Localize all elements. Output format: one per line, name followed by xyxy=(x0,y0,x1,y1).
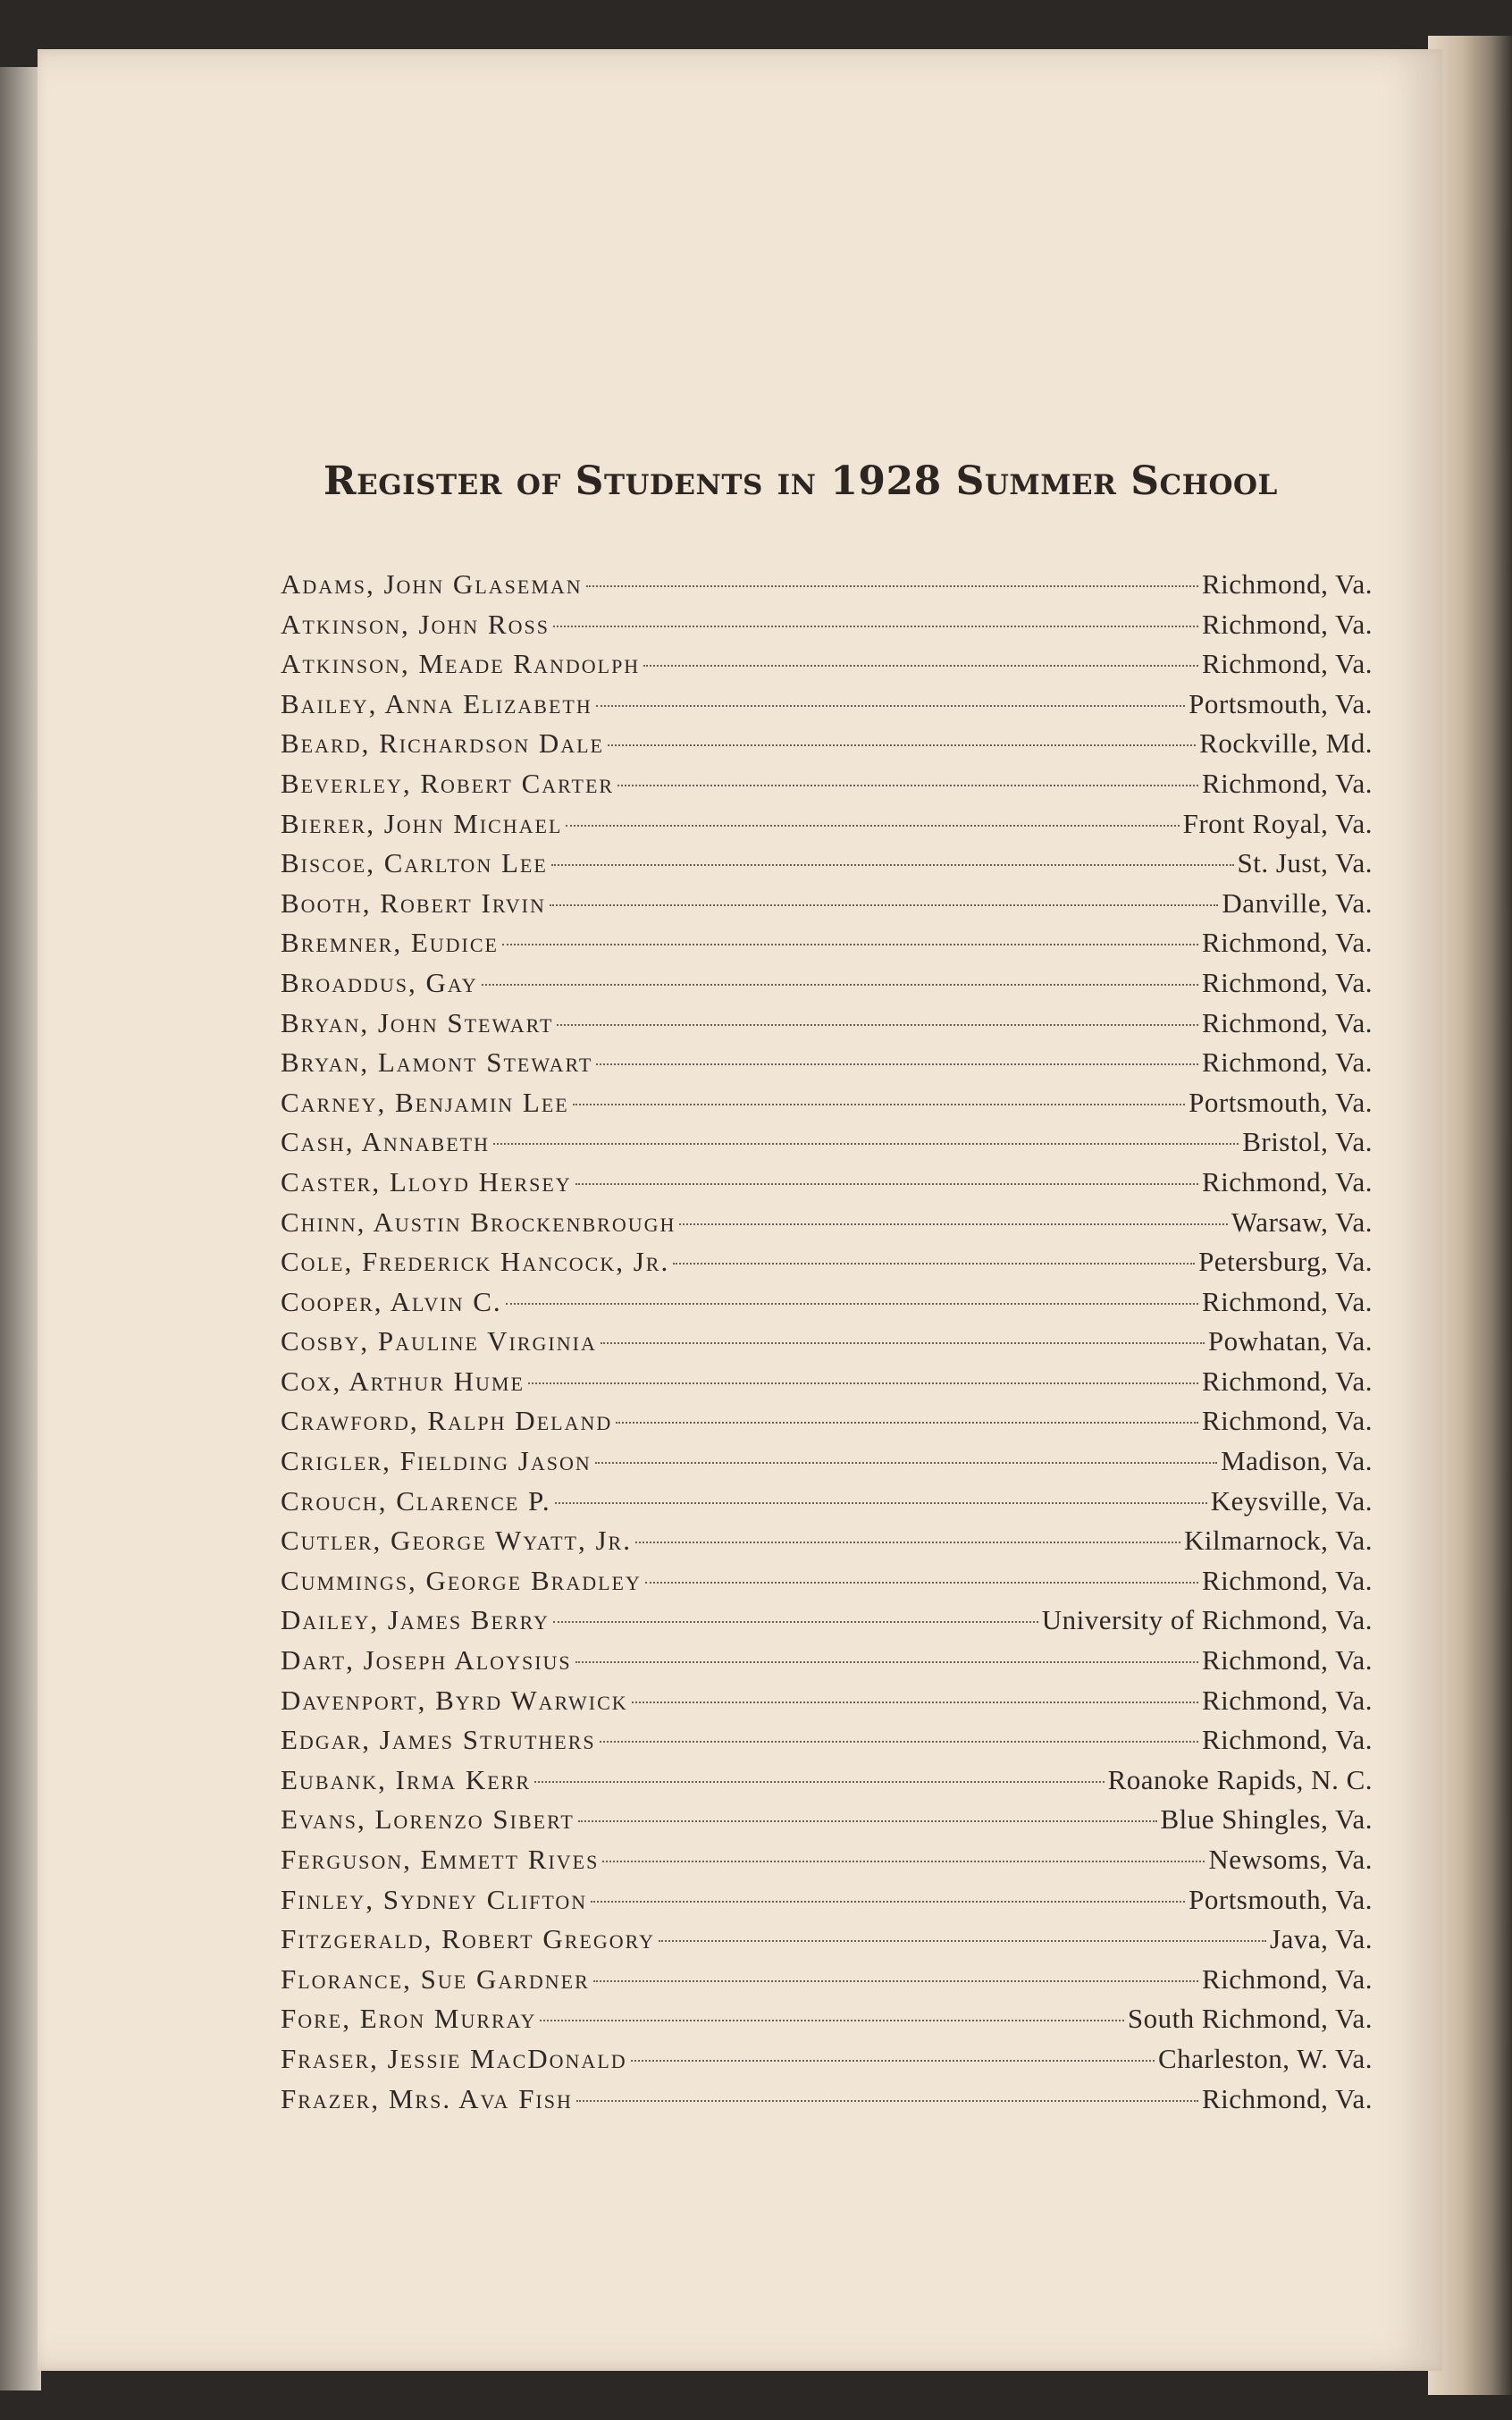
student-hometown: Front Royal, Va. xyxy=(1182,807,1373,839)
student-name: Evans, Lorenzo Sibert xyxy=(281,1803,575,1836)
student-hometown: Richmond, Va. xyxy=(1201,1285,1373,1317)
dot-leader xyxy=(528,1382,1198,1384)
student-name: Eubank, Irma Kerr xyxy=(281,1763,532,1795)
student-entry xyxy=(281,2083,1373,2123)
student-hometown: Richmond, Va. xyxy=(1201,927,1373,959)
dot-leader xyxy=(645,1582,1198,1584)
student-name: Atkinson, John Ross xyxy=(281,608,550,640)
student-name: Cash, Annabeth xyxy=(281,1126,490,1158)
student-entry xyxy=(281,1685,1373,1725)
student-entry xyxy=(281,1724,1373,1764)
dot-leader xyxy=(673,1263,1195,1265)
student-entry xyxy=(281,1365,1373,1406)
student-name: Adams, John Glaseman xyxy=(281,568,583,600)
dot-leader xyxy=(534,1781,1105,1783)
student-entry xyxy=(281,927,1373,967)
student-entry xyxy=(281,1923,1373,1963)
dot-leader xyxy=(482,984,1198,986)
student-hometown: Richmond, Va. xyxy=(1201,1962,1373,1995)
dot-leader xyxy=(578,1820,1157,1822)
student-name: Carney, Benjamin Lee xyxy=(281,1086,569,1118)
student-name: Bailey, Anna Elizabeth xyxy=(281,687,592,719)
student-entry xyxy=(281,1803,1373,1844)
student-hometown: Kilmarnock, Va. xyxy=(1184,1525,1373,1557)
student-hometown: South Richmond, Va. xyxy=(1127,2003,1373,2035)
student-name: Crouch, Clarence P. xyxy=(281,1484,551,1517)
student-hometown: Richmond, Va. xyxy=(1201,2082,1373,2114)
student-hometown: Richmond, Va. xyxy=(1201,648,1373,680)
student-name: Cox, Arthur Hume xyxy=(281,1365,525,1397)
student-entry xyxy=(281,1764,1373,1804)
student-name: Dailey, James Berry xyxy=(281,1604,550,1636)
student-hometown: University of Richmond, Va. xyxy=(1041,1604,1373,1636)
student-entry xyxy=(281,727,1373,768)
student-entry xyxy=(281,1565,1373,1605)
dot-leader xyxy=(596,705,1185,707)
student-hometown: Java, Va. xyxy=(1270,1923,1373,1955)
student-entry xyxy=(281,1884,1373,1924)
dot-leader xyxy=(540,2020,1123,2021)
student-hometown: Portsmouth, Va. xyxy=(1189,1086,1373,1118)
dot-leader xyxy=(573,1104,1185,1105)
dot-leader xyxy=(575,1183,1198,1185)
student-name: Cole, Frederick Hancock, Jr. xyxy=(281,1246,670,1278)
student-name: Crigler, Fielding Jason xyxy=(281,1445,592,1477)
student-entry xyxy=(281,967,1373,1007)
student-hometown: Petersburg, Va. xyxy=(1198,1246,1373,1278)
student-hometown: Newsoms, Va. xyxy=(1208,1844,1373,1875)
dot-leader xyxy=(555,1502,1207,1504)
dot-leader xyxy=(551,864,1234,866)
student-hometown: Richmond, Va. xyxy=(1201,1405,1373,1437)
student-entry xyxy=(281,1485,1373,1525)
student-name: Bryan, Lamont Stewart xyxy=(281,1046,593,1079)
student-entry xyxy=(281,648,1373,688)
student-name: Fitzgerald, Robert Gregory xyxy=(281,1923,655,1955)
book-page xyxy=(38,49,1442,2371)
student-entry xyxy=(281,1087,1373,1127)
dot-leader xyxy=(632,1702,1198,1703)
student-entry xyxy=(281,609,1373,649)
student-name: Dart, Joseph Aloysius xyxy=(281,1644,572,1676)
student-entry xyxy=(281,1325,1373,1365)
student-hometown: Richmond, Va. xyxy=(1201,608,1373,640)
dot-leader xyxy=(557,1024,1197,1026)
dot-leader xyxy=(586,585,1198,587)
dot-leader xyxy=(617,785,1198,786)
student-entry xyxy=(281,2003,1373,2043)
student-hometown: Warsaw, Va. xyxy=(1231,1206,1373,1238)
dot-leader xyxy=(576,2100,1198,2102)
student-name: Finley, Sydney Clifton xyxy=(281,1883,588,1915)
dot-leader xyxy=(553,626,1198,627)
student-hometown: Richmond, Va. xyxy=(1201,568,1373,600)
student-name: Edgar, James Struthers xyxy=(281,1724,596,1756)
student-hometown: Danville, Va. xyxy=(1222,886,1373,919)
student-register-list xyxy=(281,568,1373,2122)
student-entry xyxy=(281,1007,1373,1047)
dot-leader xyxy=(591,1901,1185,1903)
student-hometown: Charleston, W. Va. xyxy=(1157,2042,1373,2074)
dot-leader xyxy=(643,665,1198,667)
student-entry xyxy=(281,1405,1373,1445)
student-entry xyxy=(281,688,1373,728)
student-entry xyxy=(281,1046,1373,1087)
student-name: Beard, Richardson Dale xyxy=(281,727,604,760)
dot-leader xyxy=(679,1223,1228,1225)
student-entry xyxy=(281,1963,1373,2004)
student-hometown: Richmond, Va. xyxy=(1201,966,1373,998)
student-entry xyxy=(281,887,1373,928)
student-hometown: Richmond, Va. xyxy=(1201,1644,1373,1676)
student-name: Frazer, Mrs. Ava Fish xyxy=(281,2082,573,2114)
student-name: Fore, Eron Murray xyxy=(281,2003,537,2035)
student-entry xyxy=(281,1206,1373,1247)
dot-leader xyxy=(601,1342,1205,1344)
student-name: Beverley, Robert Carter xyxy=(281,767,615,799)
student-entry xyxy=(281,1126,1373,1166)
student-hometown: Richmond, Va. xyxy=(1201,1365,1373,1397)
student-name: Cutler, George Wyatt, Jr. xyxy=(281,1525,632,1557)
student-name: Atkinson, Meade Randolph xyxy=(281,648,641,680)
student-name: Cooper, Alvin C. xyxy=(281,1285,502,1317)
student-entry xyxy=(281,1604,1373,1644)
student-entry xyxy=(281,2043,1373,2083)
student-hometown: Richmond, Va. xyxy=(1201,1046,1373,1079)
student-entry xyxy=(281,768,1373,808)
student-entry xyxy=(281,847,1373,887)
student-hometown: Richmond, Va. xyxy=(1201,767,1373,799)
dot-leader xyxy=(602,1861,1205,1862)
student-name: Biscoe, Carlton Lee xyxy=(281,847,548,879)
dot-leader xyxy=(593,1980,1198,1982)
dot-leader xyxy=(493,1143,1239,1145)
dot-leader xyxy=(600,1741,1198,1743)
dot-leader xyxy=(596,1063,1198,1065)
dot-leader xyxy=(616,1422,1198,1424)
dot-leader xyxy=(550,904,1219,906)
student-entry xyxy=(281,1525,1373,1565)
student-hometown: Richmond, Va. xyxy=(1201,1724,1373,1756)
student-hometown: Roanoke Rapids, N. C. xyxy=(1107,1763,1373,1795)
previous-page-edge xyxy=(0,67,41,2391)
student-name: Cummings, George Bradley xyxy=(281,1564,642,1596)
student-entry xyxy=(281,568,1373,609)
dot-leader xyxy=(608,744,1196,746)
student-hometown: Portsmouth, Va. xyxy=(1189,1883,1373,1915)
dot-leader xyxy=(502,944,1198,945)
student-entry xyxy=(281,808,1373,848)
student-name: Davenport, Byrd Warwick xyxy=(281,1684,628,1716)
student-hometown: Richmond, Va. xyxy=(1201,1564,1373,1596)
student-hometown: Richmond, Va. xyxy=(1201,1684,1373,1716)
student-entry xyxy=(281,1246,1373,1286)
dot-leader xyxy=(566,825,1179,827)
student-name: Booth, Robert Irvin xyxy=(281,886,546,919)
student-name: Crawford, Ralph Deland xyxy=(281,1405,613,1437)
student-hometown: Richmond, Va. xyxy=(1201,1006,1373,1038)
student-name: Broaddus, Gay xyxy=(281,966,478,998)
dot-leader xyxy=(506,1303,1198,1305)
student-entry xyxy=(281,1844,1373,1884)
student-hometown: Madison, Va. xyxy=(1221,1445,1373,1477)
dot-leader xyxy=(659,1940,1266,1942)
student-entry xyxy=(281,1644,1373,1685)
dot-leader xyxy=(595,1462,1217,1464)
student-hometown: Portsmouth, Va. xyxy=(1189,687,1373,719)
student-hometown: Richmond, Va. xyxy=(1201,1165,1373,1197)
student-name: Ferguson, Emmett Rives xyxy=(281,1844,600,1875)
student-name: Florance, Sue Gardner xyxy=(281,1962,590,1995)
student-hometown: Blue Shingles, Va. xyxy=(1160,1803,1373,1836)
student-hometown: Rockville, Md. xyxy=(1199,727,1373,760)
dot-leader xyxy=(575,1661,1198,1663)
student-hometown: Powhatan, Va. xyxy=(1207,1325,1373,1357)
student-hometown: St. Just, Va. xyxy=(1237,847,1373,879)
student-name: Bryan, John Stewart xyxy=(281,1006,554,1038)
page-title: Register of Students in 1928 Summer School xyxy=(323,458,1278,504)
student-name: Caster, Lloyd Hersey xyxy=(281,1165,572,1197)
student-entry xyxy=(281,1286,1373,1326)
dot-leader xyxy=(631,2060,1155,2062)
student-entry xyxy=(281,1445,1373,1485)
student-name: Chinn, Austin Brockenbrough xyxy=(281,1206,676,1238)
student-name: Bremner, Eudice xyxy=(281,927,500,959)
student-name: Fraser, Jessie MacDonald xyxy=(281,2042,627,2074)
student-entry xyxy=(281,1166,1373,1206)
student-name: Cosby, Pauline Virginia xyxy=(281,1325,597,1357)
dot-leader xyxy=(553,1621,1038,1623)
student-name: Bierer, John Michael xyxy=(281,807,563,839)
student-hometown: Bristol, Va. xyxy=(1242,1126,1373,1158)
student-hometown: Keysville, Va. xyxy=(1210,1484,1373,1517)
dot-leader xyxy=(635,1542,1180,1543)
